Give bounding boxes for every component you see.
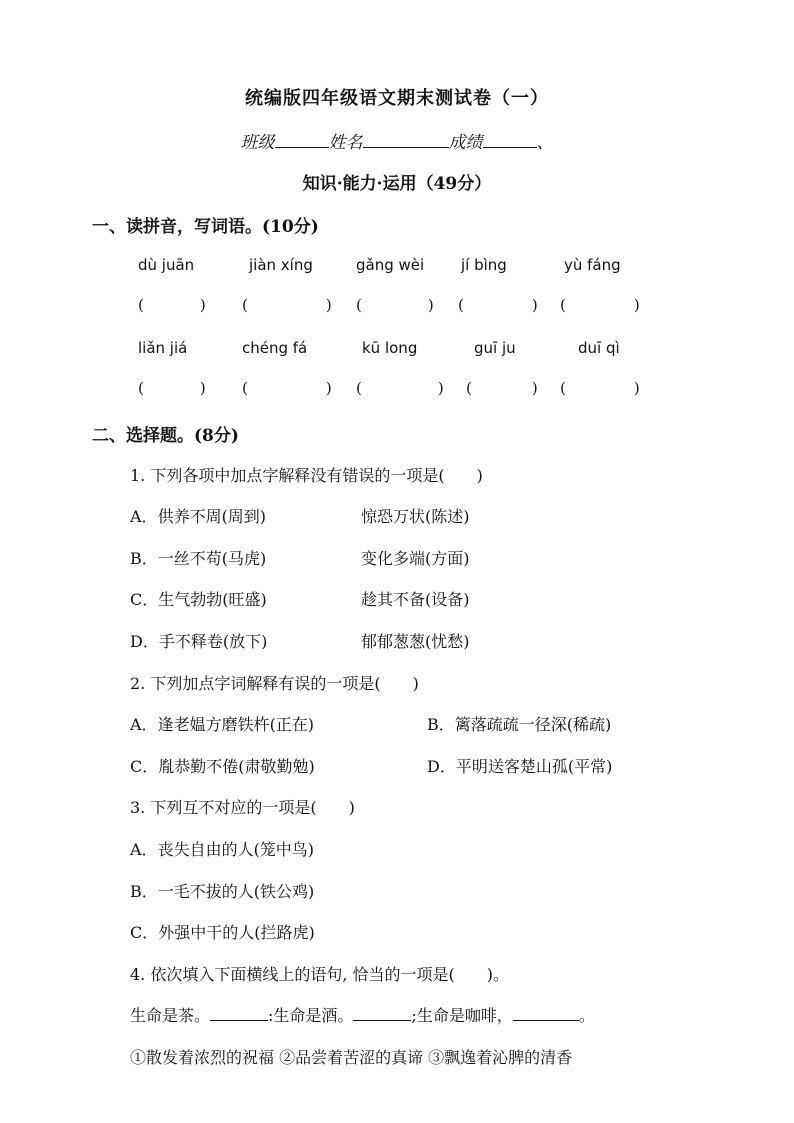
name-blank[interactable] xyxy=(363,133,449,148)
q1-option-c-right: 趁其不备(设备) xyxy=(361,590,470,609)
answer-box-5[interactable]: ( ) xyxy=(560,296,640,314)
trailing-mark: 、 xyxy=(536,133,554,153)
q2-option-a[interactable]: A．逢老媪方磨铁杵(正在) xyxy=(130,715,315,734)
q1-option-d-right: 郁郁葱葱(忧愁) xyxy=(361,632,470,651)
q1-stem: 1. 下列各项中加点字解释没有错误的一项是( ) xyxy=(130,466,483,485)
answer-box-7[interactable]: ( ) xyxy=(242,379,332,397)
score-blank[interactable] xyxy=(483,133,537,148)
q1-option-a-right: 惊恐万状(陈述) xyxy=(361,507,470,526)
answer-box-8[interactable]: ( ) xyxy=(356,379,444,397)
pinyin-6: liǎn jiá xyxy=(138,339,188,357)
answer-box-3[interactable]: ( ) xyxy=(356,296,434,314)
q1-option-b[interactable]: B．一丝不苟(马虎) xyxy=(130,549,267,568)
q4-blank-2[interactable] xyxy=(353,1006,411,1021)
page-title: 统编版四年级语文期末测试卷（一） xyxy=(245,88,549,109)
q4-blank-3[interactable] xyxy=(513,1006,579,1021)
q3-option-c[interactable]: C．外强中干的人(拦路虎) xyxy=(130,923,315,942)
q3-option-b[interactable]: B．一毛不拔的人(铁公鸡) xyxy=(130,882,315,901)
q1-option-b-right: 变化多端(方面) xyxy=(361,549,470,568)
q3-stem: 3. 下列互不对应的一项是( ) xyxy=(130,798,355,817)
part2-heading: 二、选择题。(8分) xyxy=(92,426,239,446)
q4-blank-1[interactable] xyxy=(210,1006,268,1021)
pinyin-3: gǎng wèi xyxy=(356,256,425,274)
q3-option-a[interactable]: A．丧失自由的人(笼中鸟) xyxy=(130,840,315,859)
q1-option-c[interactable]: C．生气勃勃(旺盛) xyxy=(130,590,267,609)
part1-heading: 一、读拼音，写词语。(10分) xyxy=(92,217,319,237)
pinyin-10: duī qì xyxy=(578,339,620,357)
pinyin-9: guī ju xyxy=(474,339,516,357)
section-title: 知识·能力·运用（49分） xyxy=(302,174,492,194)
pinyin-2: jiàn xíng xyxy=(249,256,313,274)
pinyin-5: yù fáng xyxy=(564,256,621,274)
name-label: 姓名 xyxy=(328,133,363,153)
q4-stem: 4. 依次填入下面横线上的语句, 恰当的一项是( )。 xyxy=(130,965,510,984)
student-info-line xyxy=(0,128,794,153)
q4-choices: ①散发着浓烈的祝福 ②品尝着苦涩的真谛 ③飘逸着沁脾的清香 xyxy=(130,1048,573,1067)
class-label: 班级 xyxy=(240,133,275,153)
answer-box-4[interactable]: ( ) xyxy=(458,296,538,314)
answer-box-9[interactable]: ( ) xyxy=(466,379,538,397)
class-blank[interactable] xyxy=(275,133,329,148)
pinyin-8: kū long xyxy=(362,339,418,357)
q2-option-d[interactable]: D．平明送客楚山孤(平常) xyxy=(427,757,613,776)
q1-option-d[interactable]: D．手不释卷(放下) xyxy=(130,632,268,651)
q2-option-b[interactable]: B．篱落疏疏一径深(稀疏) xyxy=(427,715,612,734)
pinyin-7: chéng fá xyxy=(242,339,308,357)
pinyin-4: jí bìng xyxy=(461,256,507,274)
q2-stem: 2. 下列加点字词解释有误的一项是( ) xyxy=(130,674,419,693)
q1-option-a[interactable]: A．供养不周(周到) xyxy=(130,507,267,526)
answer-box-1[interactable]: ( ) xyxy=(138,296,206,314)
pinyin-1: dù juān xyxy=(138,256,195,274)
answer-box-2[interactable]: ( ) xyxy=(242,296,332,314)
q4-sentence: 生命是茶。 :生命是酒。 ;生命是咖啡， 。 xyxy=(130,1006,595,1025)
q2-option-c[interactable]: C．胤恭勤不倦(肃敬勤勉) xyxy=(130,757,315,776)
answer-box-10[interactable]: ( ) xyxy=(560,379,640,397)
answer-box-6[interactable]: ( ) xyxy=(138,379,206,397)
score-label: 成绩 xyxy=(448,133,483,153)
